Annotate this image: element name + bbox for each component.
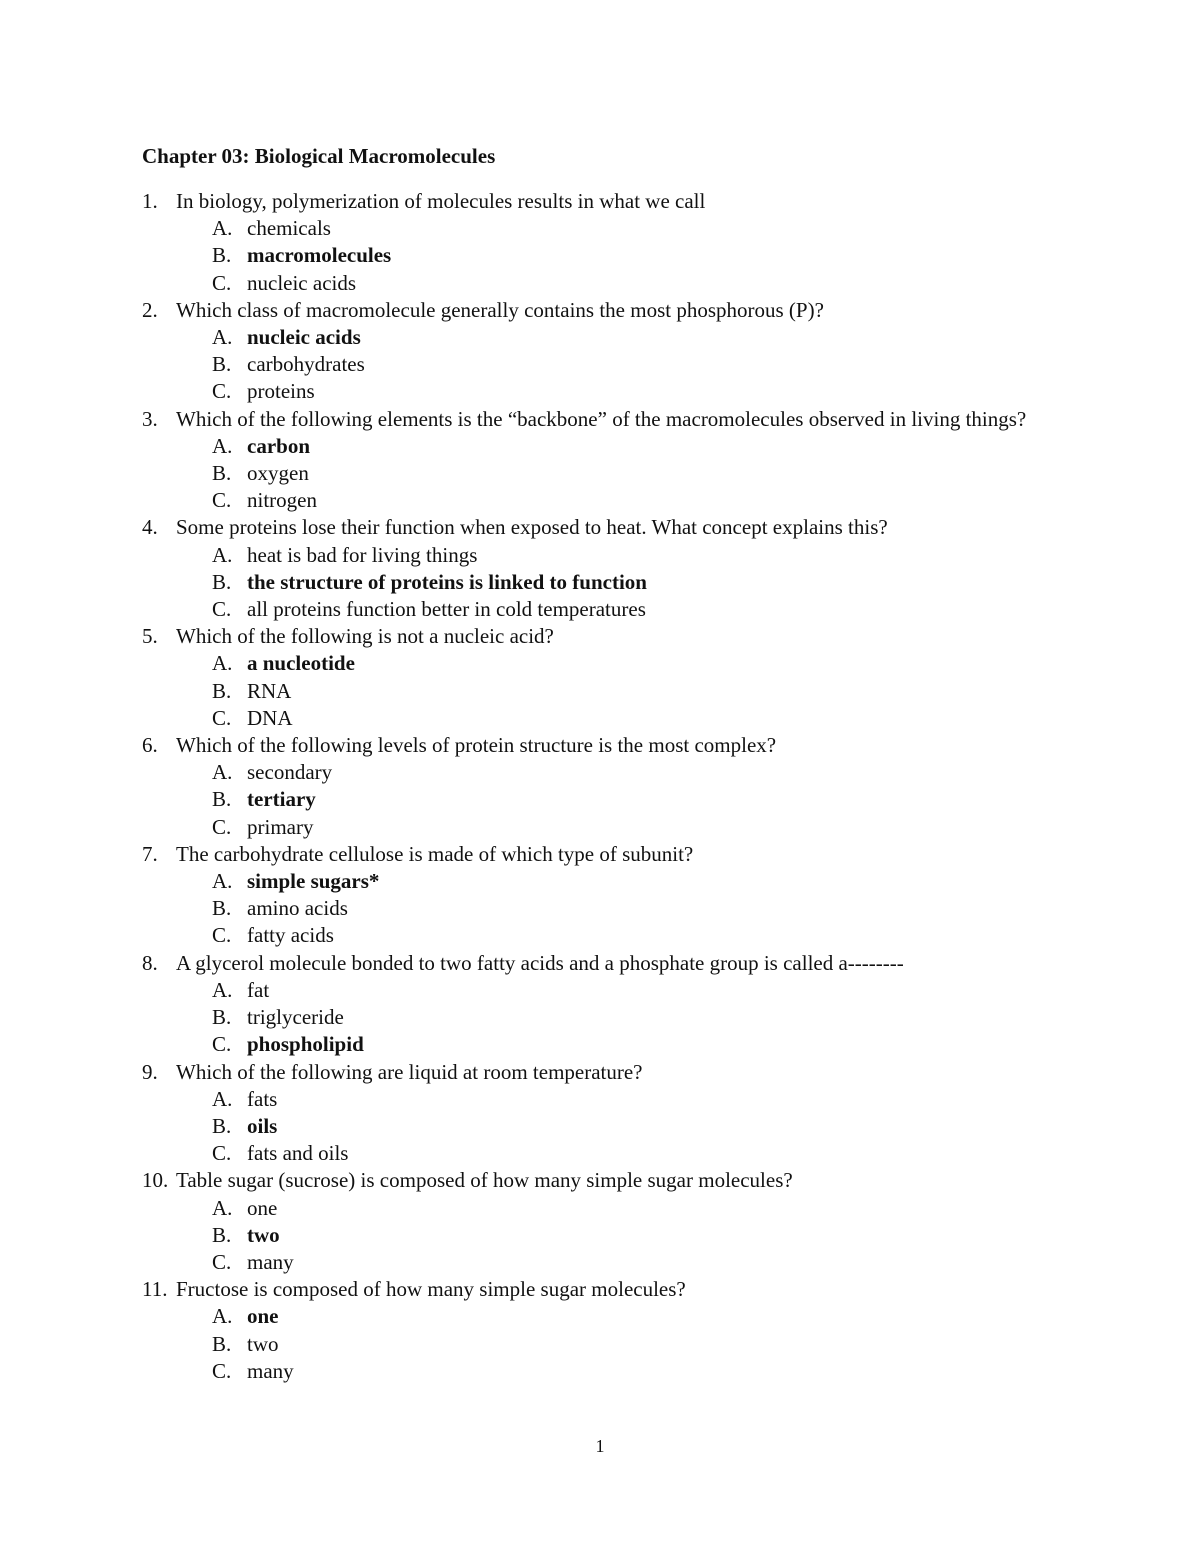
- option-text: DNA: [247, 705, 293, 730]
- option-letter: C.: [212, 488, 232, 513]
- option-text: carbohydrates: [247, 352, 365, 377]
- option-letter: B.: [212, 1113, 232, 1138]
- answer-option: [176, 1140, 1062, 1167]
- option-text: RNA: [247, 678, 292, 703]
- answer-option-correct: [176, 324, 1062, 351]
- answer-options: [176, 542, 1062, 624]
- question-item: [142, 732, 1062, 841]
- answer-option-correct: [176, 242, 1062, 269]
- answer-option: [176, 814, 1062, 841]
- question-text: The carbohydrate cellulose is made of which type of subunit?: [176, 841, 694, 866]
- answer-option: [176, 922, 1062, 949]
- option-letter: A.: [212, 325, 233, 350]
- option-letter: C.: [212, 1032, 232, 1057]
- option-text: nitrogen: [247, 488, 317, 513]
- option-letter: B.: [212, 461, 232, 486]
- page-number: 1: [595, 1436, 605, 1456]
- answer-options: [176, 1086, 1062, 1168]
- question-item: [142, 188, 1062, 297]
- answer-options: [176, 650, 1062, 732]
- option-text: many: [247, 1249, 294, 1274]
- answer-option: [176, 895, 1062, 922]
- question-item: [142, 841, 1062, 950]
- option-letter: C.: [212, 923, 232, 948]
- answer-option-correct: [176, 650, 1062, 677]
- option-letter: B.: [212, 787, 232, 812]
- option-letter: B.: [212, 569, 232, 594]
- answer-option-correct: [176, 569, 1062, 596]
- question-text: Which class of macromolecule generally contains the most phosphorous (P)?: [176, 297, 824, 322]
- option-text: phospholipid: [247, 1032, 364, 1057]
- option-letter: A.: [212, 1304, 233, 1329]
- option-letter: C.: [212, 379, 232, 404]
- question-text: Which of the following is not a nucleic acid?: [176, 624, 554, 649]
- question-text: Table sugar (sucrose) is composed of how many simple sugar molecules?: [176, 1168, 793, 1193]
- answer-option-correct: [176, 868, 1062, 895]
- option-text: tertiary: [247, 787, 316, 812]
- option-letter: A.: [212, 433, 233, 458]
- question-text: Some proteins lose their function when exposed to heat. What concept explains this?: [176, 515, 888, 540]
- option-letter: B.: [212, 1331, 232, 1356]
- question-number: 8.: [142, 950, 158, 975]
- option-text: fat: [247, 977, 270, 1002]
- question-item: [142, 297, 1062, 406]
- question-item: [142, 623, 1062, 732]
- question-number: 2.: [142, 297, 158, 322]
- option-text: a nucleotide: [247, 651, 355, 676]
- answer-option-correct: [176, 786, 1062, 813]
- answer-option: [176, 215, 1062, 242]
- answer-option: [176, 1249, 1062, 1276]
- question-number: 11.: [142, 1277, 168, 1302]
- option-letter: C.: [212, 270, 232, 295]
- question-item: [142, 1276, 1062, 1385]
- answer-option: [176, 542, 1062, 569]
- option-text: triglyceride: [247, 1005, 344, 1030]
- question-number: 4.: [142, 515, 158, 540]
- option-text: two: [247, 1331, 279, 1356]
- question-text: Which of the following are liquid at room temperature?: [176, 1059, 643, 1084]
- option-letter: C.: [212, 1249, 232, 1274]
- option-text: the structure of proteins is linked to function: [247, 569, 647, 594]
- option-text: chemicals: [247, 216, 331, 241]
- answer-options: [176, 868, 1062, 950]
- option-text: macromolecules: [247, 243, 392, 268]
- question-text: Fructose is composed of how many simple sugar molecules?: [176, 1277, 686, 1302]
- option-text: proteins: [247, 379, 315, 404]
- answer-option: [176, 705, 1062, 732]
- option-letter: A.: [212, 651, 233, 676]
- answer-options: [176, 1195, 1062, 1277]
- option-text: nucleic acids: [247, 325, 361, 350]
- option-text: nucleic acids: [247, 270, 357, 295]
- answer-option: [176, 378, 1062, 405]
- option-letter: B.: [212, 678, 232, 703]
- question-item: [142, 406, 1062, 515]
- question-item: [142, 514, 1062, 623]
- option-letter: C.: [212, 1141, 232, 1166]
- answer-option: [176, 487, 1062, 514]
- option-letter: B.: [212, 1005, 232, 1030]
- option-text: one: [247, 1195, 278, 1220]
- answer-options: [176, 433, 1062, 515]
- option-text: secondary: [247, 760, 333, 785]
- option-letter: C.: [212, 705, 232, 730]
- option-letter: A.: [212, 977, 233, 1002]
- option-letter: C.: [212, 1358, 232, 1383]
- option-text: primary: [247, 814, 314, 839]
- option-letter: C.: [212, 597, 232, 622]
- question-list: [142, 188, 1062, 1385]
- option-letter: A.: [212, 1086, 233, 1111]
- question-number: 10.: [142, 1168, 169, 1193]
- answer-option: [176, 596, 1062, 623]
- answer-option-correct: [176, 1303, 1062, 1330]
- option-text: simple sugars*: [247, 869, 380, 894]
- answer-option: [176, 351, 1062, 378]
- answer-options: [176, 324, 1062, 406]
- option-text: two: [247, 1222, 280, 1247]
- option-text: amino acids: [247, 896, 348, 921]
- question-number: 5.: [142, 624, 158, 649]
- option-text: heat is bad for living things: [247, 542, 478, 567]
- question-number: 7.: [142, 841, 158, 866]
- option-text: one: [247, 1304, 279, 1329]
- answer-option: [176, 977, 1062, 1004]
- answer-option: [176, 1358, 1062, 1385]
- option-text: carbon: [247, 433, 310, 458]
- answer-option: [176, 1004, 1062, 1031]
- answer-options: [176, 977, 1062, 1059]
- option-text: fatty acids: [247, 923, 334, 948]
- option-text: many: [247, 1358, 294, 1383]
- option-letter: A.: [212, 869, 233, 894]
- answer-option: [176, 270, 1062, 297]
- answer-option-correct: [176, 433, 1062, 460]
- question-number: 3.: [142, 406, 158, 431]
- option-letter: A.: [212, 1195, 233, 1220]
- option-letter: A.: [212, 760, 233, 785]
- answer-option: [176, 678, 1062, 705]
- answer-options: [176, 215, 1062, 297]
- question-text: Which of the following elements is the “backbone” of the macromolecules observed in living things?: [176, 406, 1027, 431]
- option-letter: C.: [212, 814, 232, 839]
- question-text: Which of the following levels of protein structure is the most complex?: [176, 733, 777, 758]
- option-letter: B.: [212, 243, 232, 268]
- page-title: Chapter 03: Biological Macromolecules: [142, 144, 496, 168]
- answer-option: [176, 1086, 1062, 1113]
- question-text: In biology, polymerization of molecules results in what we call: [176, 189, 706, 213]
- answer-option: [176, 1195, 1062, 1222]
- option-letter: A.: [212, 542, 233, 567]
- question-number: 6.: [142, 733, 158, 758]
- answer-option-correct: [176, 1031, 1062, 1058]
- question-text: A glycerol molecule bonded to two fatty acids and a phosphate group is called a--------: [176, 950, 904, 975]
- option-letter: B.: [212, 352, 232, 377]
- question-item: [142, 1167, 1062, 1276]
- option-text: fats: [247, 1086, 278, 1111]
- option-letter: B.: [212, 1222, 232, 1247]
- option-text: oils: [247, 1113, 278, 1138]
- answer-option: [176, 1331, 1062, 1358]
- option-text: oxygen: [247, 461, 309, 486]
- answer-option-correct: [176, 1113, 1062, 1140]
- answer-options: [176, 1303, 1062, 1385]
- option-letter: A.: [212, 216, 233, 241]
- question-number: 9.: [142, 1059, 158, 1084]
- answer-options: [176, 759, 1062, 841]
- option-text: all proteins function better in cold temperatures: [247, 597, 646, 622]
- option-text: fats and oils: [247, 1141, 349, 1166]
- answer-option: [176, 460, 1062, 487]
- question-item: [142, 950, 1062, 1059]
- question-number: 1.: [142, 189, 158, 213]
- option-letter: B.: [212, 896, 232, 921]
- question-item: [142, 1059, 1062, 1168]
- answer-option-correct: [176, 1222, 1062, 1249]
- answer-option: [176, 759, 1062, 786]
